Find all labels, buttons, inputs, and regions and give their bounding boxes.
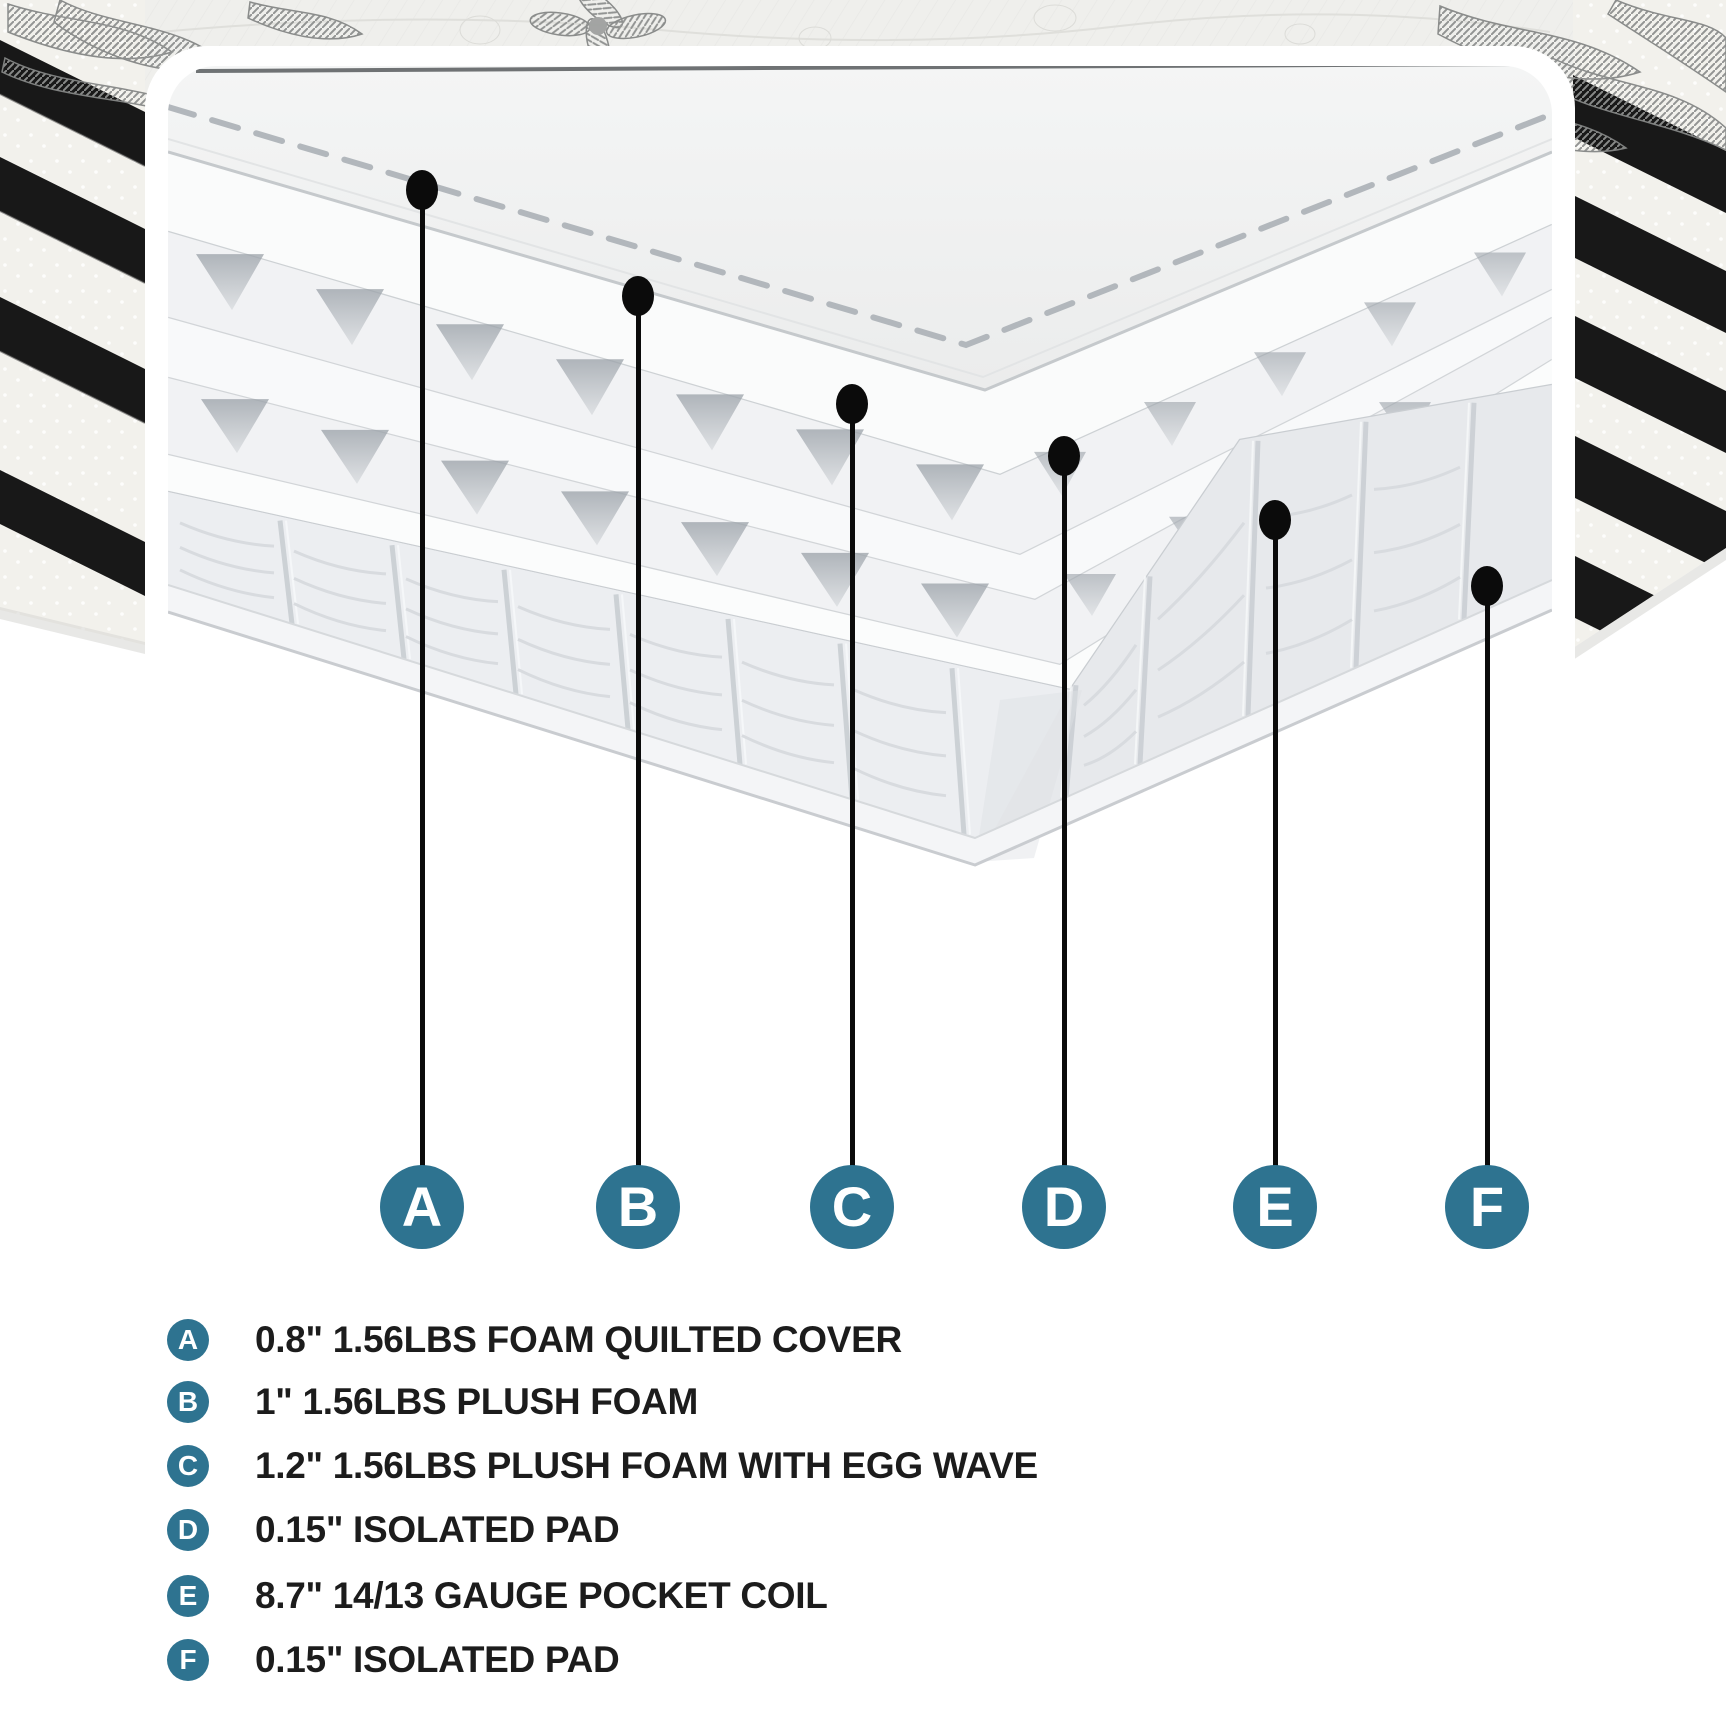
callout-dot-f [1471, 566, 1503, 606]
callout-badge-b: B [596, 1165, 680, 1249]
callout-line-a [420, 190, 425, 1168]
callout-dot-a [406, 170, 438, 210]
callout-badge-c: C [810, 1165, 894, 1249]
legend-text-c: 1.2" 1.56LBS PLUSH FOAM WITH EGG WAVE [255, 1445, 1038, 1486]
legend-badge-f: F [167, 1639, 209, 1681]
legend-text-b: 1" 1.56LBS PLUSH FOAM [255, 1381, 698, 1422]
callout-dot-d [1048, 436, 1080, 476]
callout-line-e [1273, 520, 1278, 1168]
legend-text-f: 0.15" ISOLATED PAD [255, 1639, 620, 1680]
legend-text-e: 8.7" 14/13 GAUGE POCKET COIL [255, 1575, 828, 1616]
legend-badge-b: B [167, 1381, 209, 1423]
legend-text-d: 0.15" ISOLATED PAD [255, 1509, 620, 1550]
callout-dot-e [1259, 500, 1291, 540]
callout-line-b [636, 296, 641, 1168]
callout-line-f [1485, 586, 1490, 1168]
legend-badge-d: D [167, 1509, 209, 1551]
callout-badge-a: A [380, 1165, 464, 1249]
legend-badge-e: E [167, 1575, 209, 1617]
callout-dot-b [622, 276, 654, 316]
callout-line-d [1062, 456, 1067, 1168]
callout-badge-d: D [1022, 1165, 1106, 1249]
callout-dot-c [836, 384, 868, 424]
legend-badge-a: A [167, 1319, 209, 1361]
callout-badge-f: F [1445, 1165, 1529, 1249]
callout-line-c [850, 404, 855, 1168]
legend-badge-c: C [167, 1445, 209, 1487]
callout-badge-e: E [1233, 1165, 1317, 1249]
legend-text-a: 0.8" 1.56LBS FOAM QUILTED COVER [255, 1319, 902, 1360]
